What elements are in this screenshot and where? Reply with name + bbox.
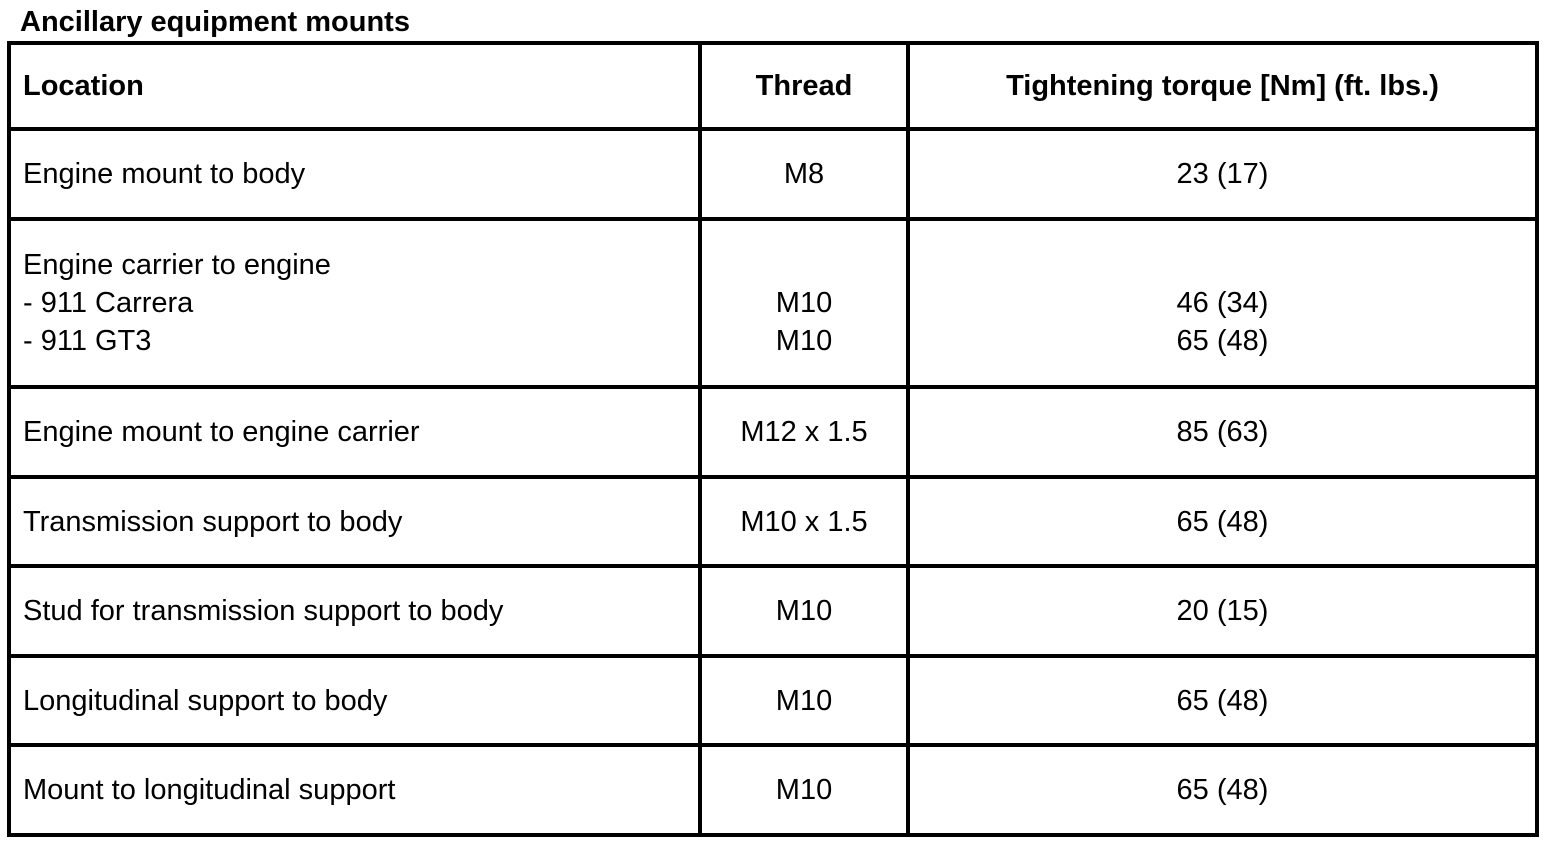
cell-torque [908, 656, 1537, 746]
cell-torque [908, 387, 1537, 477]
cell-thread [700, 656, 908, 746]
cell-line: - 911 GT3 [23, 324, 152, 357]
header-torque: Tightening torque [Nm] (ft. lbs.) [908, 43, 1537, 129]
cell-line: M10 [775, 595, 833, 628]
cell-location [9, 477, 700, 567]
cell-thread [700, 219, 908, 388]
cell-line: 85 (63) [1176, 416, 1269, 448]
document-title: Ancillary equipment mounts [20, 6, 410, 38]
cell-line: Engine mount to body [23, 157, 306, 190]
cell-location [9, 656, 700, 746]
cell-line: 65 (48) [1176, 684, 1269, 717]
cell-thread [700, 566, 908, 656]
cell-line: M10 [775, 774, 833, 807]
table-row [9, 219, 1537, 388]
cell-line: - 911 Carrera [23, 286, 194, 319]
cell-line: 20 (15) [1176, 595, 1269, 628]
cell-line: 65 (48) [1176, 324, 1269, 357]
cell-line: M10 [775, 324, 833, 357]
cell-location [9, 566, 700, 656]
cell-line: 23 (17) [1176, 157, 1269, 190]
cell-line [910, 246, 1535, 284]
table-row [9, 745, 1537, 835]
table-row [9, 656, 1537, 746]
cell-torque [908, 219, 1537, 388]
cell-torque [908, 566, 1537, 656]
table-row [9, 129, 1537, 219]
cell-line: Mount to longitudinal support [23, 774, 396, 807]
cell-location [9, 219, 700, 388]
cell-thread [700, 477, 908, 567]
cell-line: M8 [783, 157, 825, 190]
table-row [9, 387, 1537, 477]
cell-line [702, 246, 906, 284]
cell-torque [908, 745, 1537, 835]
cell-line: Longitudinal support to body [23, 684, 388, 717]
cell-line: Stud for transmission support to body [23, 595, 504, 628]
cell-location [9, 745, 700, 835]
cell-line: M10 [775, 684, 833, 717]
table-header-row [9, 43, 1537, 129]
header-thread: Thread [700, 43, 908, 129]
cell-torque [908, 129, 1537, 219]
cell-torque [908, 477, 1537, 567]
table-row [9, 477, 1537, 567]
cell-line: M10 [775, 286, 833, 319]
cell-line: M12 x 1.5 [740, 416, 868, 448]
cell-location [9, 129, 700, 219]
header-location: Location [9, 43, 700, 129]
table-row [9, 566, 1537, 656]
cell-thread [700, 745, 908, 835]
cell-line: Transmission support to body [23, 505, 403, 538]
cell-line: 65 (48) [1176, 774, 1269, 807]
torque-spec-table [7, 41, 1539, 837]
cell-location [9, 387, 700, 477]
cell-line: M10 x 1.5 [740, 505, 868, 538]
cell-line: 46 (34) [1176, 286, 1269, 319]
cell-thread [700, 387, 908, 477]
cell-line: 65 (48) [1176, 505, 1269, 538]
cell-line: Engine mount to engine carrier [23, 416, 420, 448]
cell-thread [700, 129, 908, 219]
cell-line: Engine carrier to engine [23, 248, 331, 281]
